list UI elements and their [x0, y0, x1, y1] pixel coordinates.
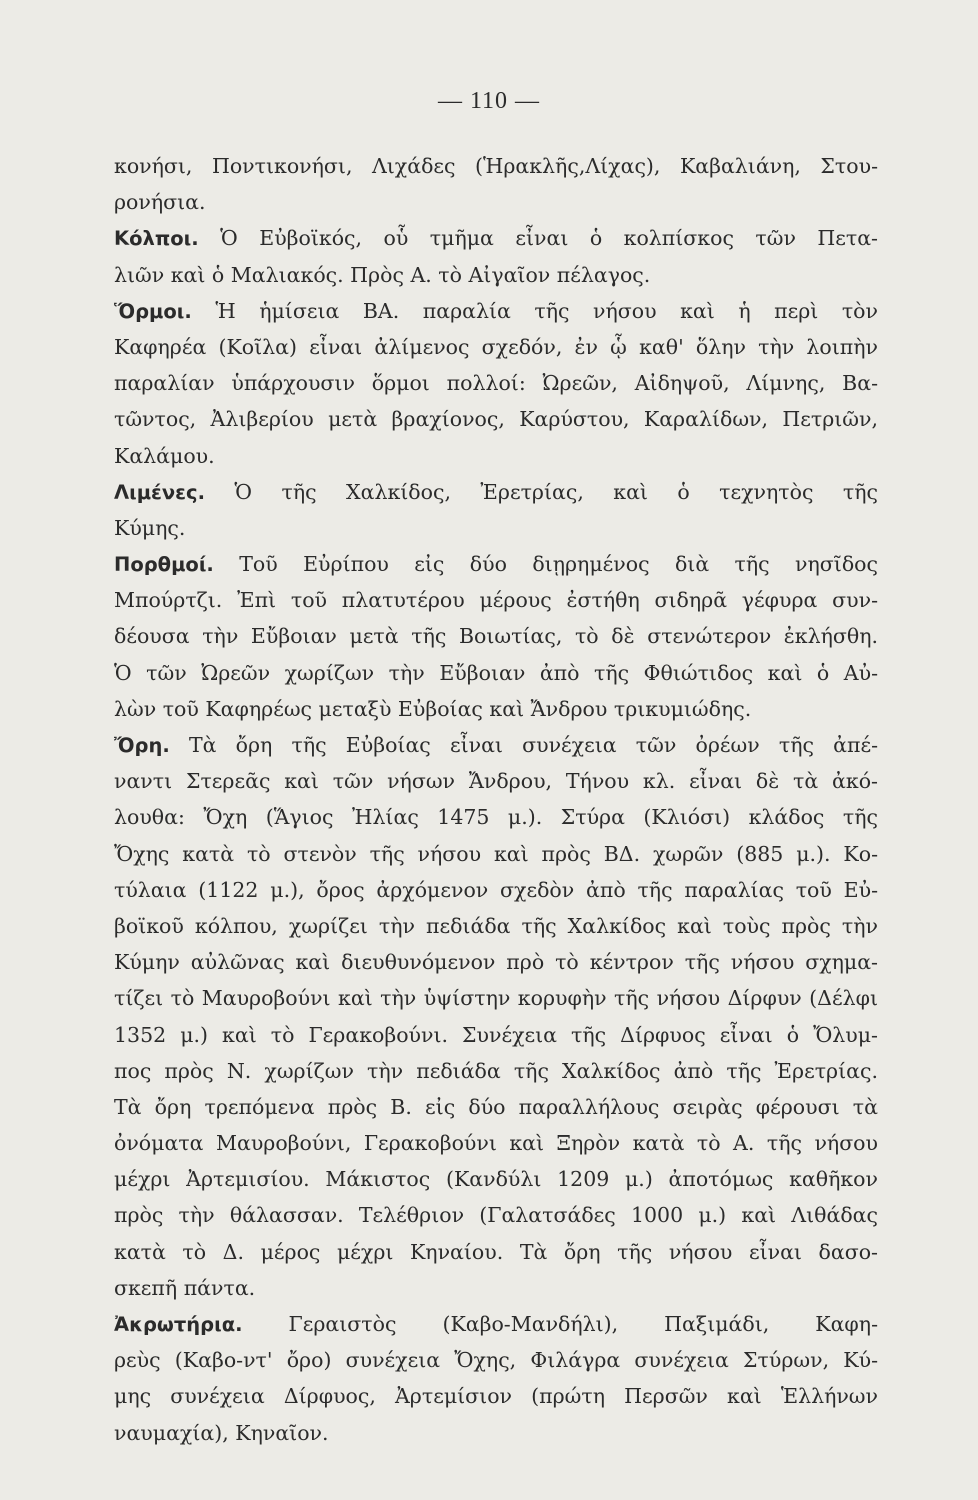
text-line [114, 655, 878, 691]
line-text: τύλαια (1122 μ.), ὄρος ἀρχόμενον σχεδὸν ἀπὸ τῆς παραλίας τοῦ Εὐ- [114, 877, 878, 902]
line-text: παραλίαν ὑπάρχουσιν ὅρμοι πολλοί: Ὠρεῶν, Αἰδηψοῦ, Λίμνης, Βα- [114, 371, 878, 396]
line-text: Ὁ τῶν Ὠρεῶν χωρίζων τὴν Εὔβοιαν ἀπὸ τῆς Φθιώτιδος καὶ ὁ Αὐ- [114, 660, 878, 685]
line-text: πρὸς τὴν θάλασσαν. Τελέθριον (Γαλατσάδες 1000 μ.) καὶ Λιθάδας [114, 1203, 878, 1228]
text-line [114, 546, 878, 582]
text-line [114, 582, 878, 618]
text-line [114, 148, 878, 184]
line-text: Ἡ ἡμίσεια ΒΑ. παραλία τῆς νήσου καὶ ἡ περὶ τὸν [191, 298, 878, 323]
line-text: ναντι Στερεᾶς καὶ τῶν νήσων Ἄνδρου, Τήνου κλ. εἶναι δὲ τὰ ἀκό- [114, 769, 878, 794]
line-text: λουθα: Ὄχη (Ἅγιος Ἠλίας 1475 μ.). Στύρα (Κλιόσι) κλάδος τῆς [114, 805, 878, 830]
text-line [114, 1125, 878, 1161]
line-text: λιῶν καὶ ὁ Μαλιακός. Πρὸς Α. τὸ Αἰγαῖον πέλαγος. [114, 262, 651, 287]
section-heading: Ὄρη. [114, 734, 170, 757]
line-text: τίζει τὸ Μαυροβούνι καὶ τὴν ὑψίστην κορυφὴν τῆς νήσου Δίρφυν (Δέλφι [114, 986, 878, 1011]
body-text [114, 148, 878, 1451]
line-text: τῶντος, Ἀλιβερίου μετὰ βραχίονος, Καρύστου, Καραλίδων, Πετριῶν, [114, 407, 878, 432]
text-line [114, 1161, 878, 1197]
line-text: μης συνέχεια Δίρφυος, Ἀρτεμίσιον (πρώτη Περσῶν καὶ Ἑλλήνων [114, 1384, 878, 1409]
line-text: ρονήσια. [114, 190, 206, 215]
text-line [114, 329, 878, 365]
line-text: Ὁ τῆς Χαλκίδος, Ἐρετρίας, καὶ ὁ τεχνητὸς τῆς [205, 479, 878, 504]
text-line [114, 1342, 878, 1378]
text-line [114, 727, 878, 763]
text-line [114, 1415, 878, 1451]
line-text: Γεραιστὸς (Καβο-Μανδήλι), Παξιμάδι, Καφη- [242, 1312, 878, 1336]
text-line [114, 474, 878, 510]
line-text: Ὁ Εὐβοϊκός, οὗ τμῆμα εἶναι ὁ κολπίσκος τῶν Πετα- [198, 226, 878, 251]
text-line [114, 908, 878, 944]
line-text: βοϊκοῦ κόλπου, χωρίζει τὴν πεδιάδα τῆς Χαλκίδος καὶ τοὺς πρὸς τὴν [114, 913, 878, 938]
section-heading: Λιμένες. [114, 480, 205, 504]
line-text: Καλάμου. [114, 443, 215, 468]
line-text: σκεπῆ πάντα. [114, 1275, 256, 1300]
line-text: δέουσα τὴν Εὔβοιαν μετὰ τῆς Βοιωτίας, τὸ δὲ στενώτερον ἐκλήσθη. [114, 624, 878, 649]
line-text: Τὰ ὄρη τρεπόμενα πρὸς Β. εἰς δύο παραλλήλους σειρὰς φέρουσι τὰ [114, 1094, 878, 1119]
line-text: 1352 μ.) καὶ τὸ Γερακοβούνι. Συνέχεια τῆς Δίρφυος εἶναι ὁ Ὄλυμ- [114, 1022, 878, 1047]
text-line [114, 220, 878, 256]
text-line [114, 401, 878, 437]
text-line [114, 1378, 878, 1414]
text-line [114, 1306, 878, 1342]
text-line [114, 510, 878, 546]
text-line [114, 836, 878, 872]
section-heading: Κόλποι. [114, 227, 199, 251]
line-text: Ὄχης κατὰ τὸ στενὸν τῆς νήσου καὶ πρὸς ΒΔ. χωρῶν (885 μ.). Κο- [114, 841, 878, 866]
line-text: λὼν τοῦ Καφηρέως μεταξὺ Εὐβοίας καὶ Ἄνδρου τρικυμιώδης. [114, 696, 752, 721]
text-line [114, 872, 878, 908]
text-line [114, 1270, 878, 1306]
line-text: Τοῦ Εὐρίπου εἰς δύο διῃρημένος διὰ τῆς νησῖδος [213, 552, 878, 577]
text-line [114, 944, 878, 980]
line-text: Μπούρτζι. Ἐπὶ τοῦ πλατυτέρου μέρους ἐστήθη σιδηρᾶ γέφυρα συν- [114, 588, 878, 613]
line-text: Τὰ ὄρη τῆς Εὐβοίας εἶναι συνέχεια τῶν ὀρέων τῆς ἀπέ- [169, 733, 878, 757]
text-line [114, 980, 878, 1016]
text-line [114, 1197, 878, 1233]
text-line [114, 257, 878, 293]
text-line [114, 691, 878, 727]
line-text: κονήσι, Ποντικονήσι, Λιχάδες (Ἡρακλῆς,Λίχας), Καβαλιάνη, Στου- [114, 154, 878, 178]
text-line [114, 184, 878, 220]
page-number: — 110 — [437, 88, 541, 114]
text-line [114, 365, 878, 401]
text-line [114, 1017, 878, 1053]
text-line [114, 293, 878, 329]
text-line [114, 1053, 878, 1089]
text-line [114, 618, 878, 654]
section-heading: Ὅρμοι. [114, 299, 192, 323]
line-text: κατὰ τὸ Δ. μέρος μέχρι Κηναίου. Τὰ ὄρη τῆς νήσου εἶναι δασο- [114, 1239, 878, 1264]
line-text: πος πρὸς Ν. χωρίζων τὴν πεδιάδα τῆς Χαλκίδος ἀπὸ τῆς Ἐρετρίας. [114, 1058, 878, 1083]
line-text: Κύμης. [114, 515, 186, 540]
line-text: Κύμην αὐλῶνας καὶ διευθυνόμενον πρὸ τὸ κέντρον τῆς νήσου σχημα- [114, 950, 878, 975]
text-line [114, 1089, 878, 1125]
section-heading: Ἀκρωτήρια. [114, 1313, 243, 1336]
text-line [114, 438, 878, 474]
line-text: ὀνόματα Μαυροβούνι, Γερακοβούνι καὶ Ξηρὸν κατὰ τὸ Α. τῆς νήσου [114, 1131, 878, 1156]
line-text: ρεὺς (Καβο-ντ' ὄρο) συνέχεια Ὄχης, Φιλάγρα συνέχεια Στύρων, Κύ- [114, 1348, 878, 1373]
line-text: μέχρι Ἀρτεμισίου. Μάκιστος (Κανδύλι 1209 μ.) ἀποτόμως καθῆκον [114, 1167, 878, 1192]
text-line [114, 799, 878, 835]
text-line [114, 763, 878, 799]
line-text: ναυμαχία), Κηναῖον. [114, 1420, 329, 1445]
text-line [114, 1234, 878, 1270]
section-heading: Πορθμοί. [114, 553, 214, 577]
line-text: Καφηρέα (Κοῖλα) εἶναι ἀλίμενος σχεδόν, ἐν ᾧ καθ' ὅλην τὴν λοιπὴν [114, 334, 878, 359]
